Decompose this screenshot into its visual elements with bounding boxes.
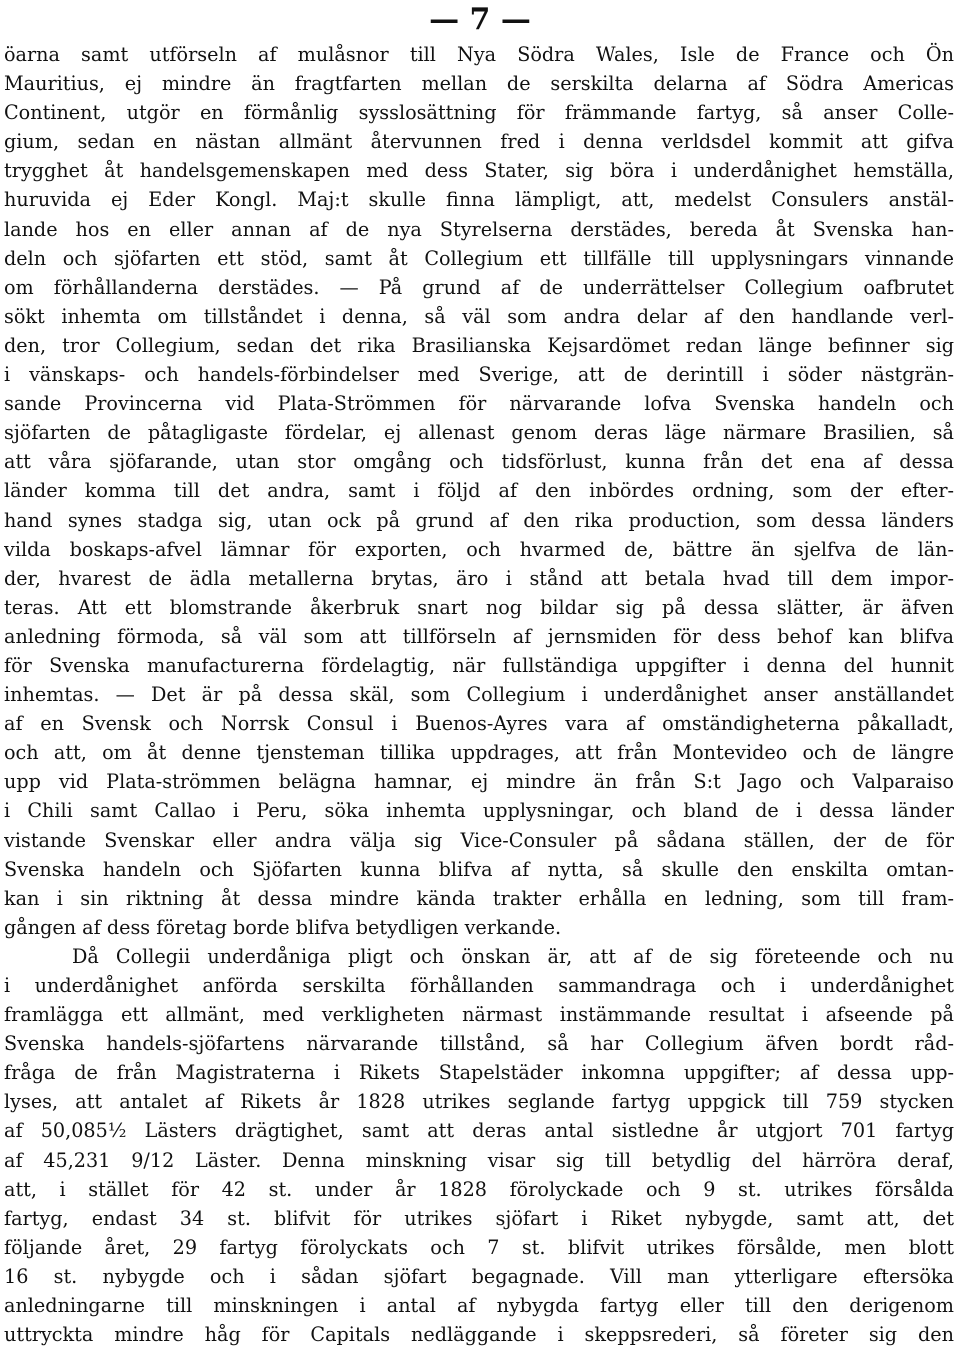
text-line: Då Collegii underdåniga pligt och önskan är, att af de sig företeende och nu <box>72 944 954 968</box>
text-line: kan i sin riktning åt dessa mindre kända trakter erhålla en ledning, som till fram- <box>4 886 954 910</box>
text-line: lande hos en eller annan af de nya Styrelserna derstädes, bereda åt Svenska han- <box>4 217 954 241</box>
text-line: inhemtas. — Det är på dessa skäl, som Collegium i underdånighet anser anställandet <box>4 683 954 707</box>
text-line: der, hvarest de ädla metallerna brytas, äro i stånd att betala hvad till dem impor- <box>4 566 954 590</box>
text-line: att våra sjöfarande, utan stor omgång och tidsförlust, kunna från det ena af dessa <box>4 450 954 474</box>
text-line: Continent, utgör en förmånlig sysslosättning för främmande fartyg, så anser Colle- <box>4 101 954 125</box>
text-line: anledningarne till minskningen i antal af nybygda fartyg eller till den derigenom <box>4 1294 954 1318</box>
text-line: Mauritius, ej mindre än fragtfarten mellan de serskilta delarna af Södra Americas <box>4 72 954 96</box>
text-line: länder komma till det andra, samt i följd af den inbördes ordning, som der efter- <box>4 479 954 503</box>
text-line: af en Svensk och Norrsk Consul i Buenos-Ayres vara af omständigheterna påkalladt, <box>4 712 954 736</box>
text-line: att, i stället för 42 st. under år 1828 förolyckade och 9 st. utrikes försålda <box>4 1177 954 1201</box>
text-line: sande Provincerna vid Plata-Strömmen för närvarande lofva Svenska handeln och <box>4 392 954 416</box>
text-line: huruvida ej Eder Kongl. Maj:t skulle finna lämpligt, att, medelst Consulers anstäl- <box>4 188 954 212</box>
text-line: vistande Svenskar eller andra välja sig Vice-Consuler på sådana ställen, der de för <box>4 828 954 852</box>
text-line: af 45,231 9/12 Läster. Denna minskning visar sig till betydlig del härröra deraf, <box>4 1148 954 1172</box>
text-line: Svenska handels-sjöfartens närvarande tillstånd, så har Collegium äfven bordt råd- <box>4 1032 954 1056</box>
text-line: och att, om åt denne tjensteman tillika uppdrages, att från Montevideo och de längre <box>4 741 954 765</box>
text-line: gium, sedan en nästan allmänt återvunnen fred i denna verldsdel kommit att gifva <box>4 130 954 154</box>
text-line: fartyg, endast 34 st. blifvit för utrikes sjöfart i Riket nybygde, samt att, det <box>4 1206 954 1230</box>
text-line: i underdånighet anförda serskilta förhållanden sammandraga och i underdånighet <box>4 974 954 997</box>
text-line: vilda boskaps-afvel lämnar för exporten, och hvarmed de, bättre än sjelfva de län- <box>4 537 954 561</box>
text-line: upp vid Plata-strömmen belägna hamnar, ej mindre än från S:t Jago och Valparaiso <box>4 770 954 794</box>
text-line: sjöfarten de påtagligaste fördelar, ej allenast genom deras läge närmare Brasilien, så <box>4 421 954 445</box>
text-line: sökt inhemta om tillståndet i denna, så väl som andra delar af den handlande verl- <box>4 304 954 328</box>
text-line: fråga de från Magistraterna i Rikets Stapelstäder inkomna uppgifter; af dessa upp- <box>4 1061 954 1085</box>
text-line: gången af dess företag borde blifva betydligen verkande. <box>4 915 562 939</box>
text-line: anledning förmoda, så väl som att tillförseln af jernsmiden för dess behof kan blifva <box>4 624 954 648</box>
text-line: teras. Att ett blomstrande åkerbruk snart nog bildar sig på dessa slätter, är äfven <box>4 595 954 619</box>
text-line: följande året, 29 fartyg förolyckats och 7 st. blifvit utrikes försålde, men blott <box>4 1235 954 1259</box>
text-line: i Chili samt Callao i Peru, söka inhemta upplysningar, och bland de i dessa länder <box>4 799 954 823</box>
text-line: Svenska handeln och Sjöfarten kunna blifva af nytta, så skulle den enskilta omtan- <box>4 857 954 881</box>
text-line: deln och sjöfarten ett stöd, samt åt Collegium ett tillfälle till upplysningars vinnande <box>4 246 954 270</box>
text-line: den, tror Collegium, sedan det rika Brasilianska Kejsardömet redan länge befinner sig <box>4 333 954 357</box>
text-line: af 50,085½ Lästers drägtighet, samt att deras antal sistledne år utgjort 701 fartyg <box>4 1119 954 1143</box>
text-line: trygghet åt handelsgemenskapen med dess Stater, sig böra i underdånighet hemställa, <box>4 159 954 183</box>
text-line: 16 st. nybygde och i sådan sjöfart begagnade. Vill man ytterligare eftersöka <box>4 1264 954 1288</box>
text-line: framlägga ett allmänt, med verkligheten närmast instämmande resultat i afseende på <box>4 1003 954 1027</box>
text-line: lyses, att antalet af Rikets år 1828 utrikes seglande fartyg uppgick till 759 stycken <box>4 1090 954 1114</box>
page-number: — 7 — <box>429 2 531 37</box>
text-line: hand synes stadga sig, utan ock på grund af den rika production, som dessa länders <box>4 508 954 532</box>
text-line: öarna samt utförseln af mulåsnor till Nya Södra Wales, Isle de France och Ön <box>4 43 954 66</box>
text-line: i vänskaps- och handels-förbindelser med Sverige, att de derintill i söder nästgrän- <box>4 363 954 387</box>
text-line: uttryckta mindre håg för Capitals nedläggande i skeppsrederi, så företer sig den <box>4 1323 954 1347</box>
body-text <box>4 40 954 1349</box>
text-line: för Svenska manufacturerna fördelagtig, när fullständiga uppgifter i denna del hunnit <box>4 653 954 677</box>
text-line: om förhållanderna derstädes. — På grund af de underrättelser Collegium oafbrutet <box>4 275 954 299</box>
